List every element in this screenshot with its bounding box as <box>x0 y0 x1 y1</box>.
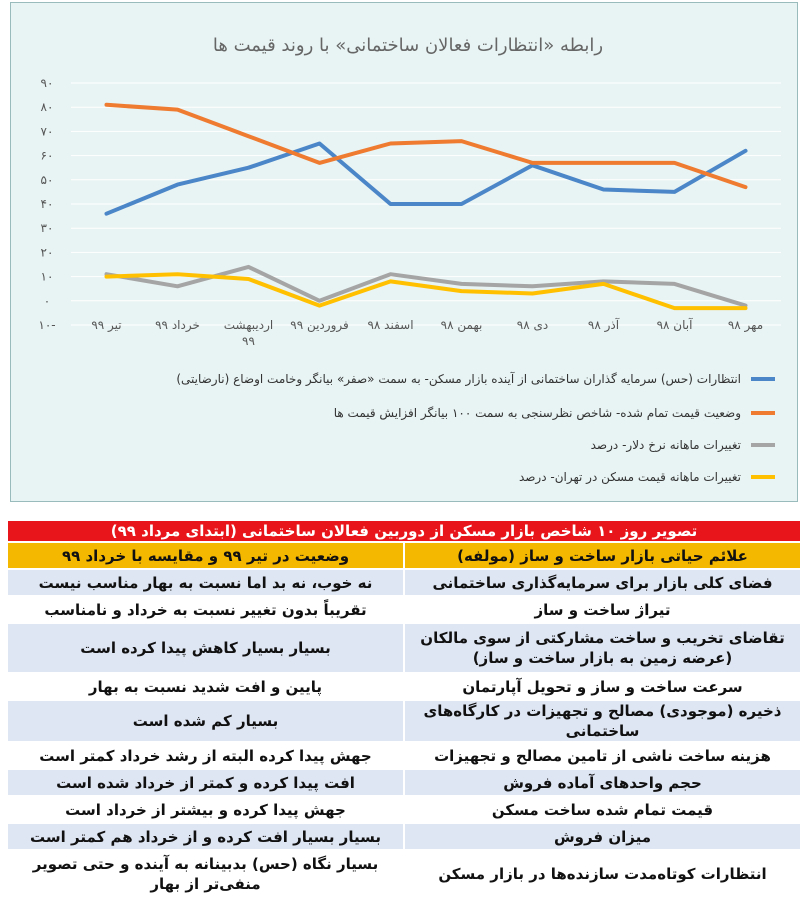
indicator-cell: قیمت تمام شده ساخت مسکن <box>404 796 801 823</box>
indicator-cell: تقاضای تخریب و ساخت مشارکتی از سوی مالکان (عرضه زمین به بازار ساخت و ساز) <box>404 623 801 673</box>
indicator-cell: انتظارات کوتاه‌مدت سازنده‌ها در بازار مسکن <box>404 850 801 898</box>
table-row <box>7 796 801 823</box>
series-line-1 <box>107 105 746 187</box>
table-row <box>7 769 801 796</box>
y-tick-label: ۵۰ <box>40 172 54 187</box>
legend-label: انتظارات (حس) سرمایه گذاران ساختمانی از آینده بازار مسکن- به سمت «صفر» بیانگر وخامت اوضاع (نارضایتی) <box>176 372 741 386</box>
y-tick-label: ۱۰ <box>40 269 54 284</box>
x-tick-label: فروردین ۹۹ <box>290 318 349 332</box>
header-indicator: علائم حیاتی بازار ساخت و ساز (مولفه) <box>404 542 801 569</box>
y-tick-label: ۳۰ <box>40 221 54 236</box>
indicator-table <box>6 519 802 899</box>
x-tick-label: مهر ۹۸ <box>727 318 764 332</box>
x-tick-label: اسفند ۹۸ <box>367 318 414 332</box>
table-row <box>7 623 801 673</box>
header-status: وضعیت در تیر ۹۹ و مقایسه با خرداد ۹۹ <box>7 542 404 569</box>
table-row <box>7 673 801 700</box>
series-lines <box>107 105 746 308</box>
x-tick-label: آبان ۹۸ <box>656 318 693 332</box>
indicator-cell: حجم واحدهای آماده فروش <box>404 769 801 796</box>
indicator-cell: تیراژ ساخت و ساز <box>404 596 801 623</box>
status-cell: بسیار بسیار کاهش پیدا کرده است <box>7 623 404 673</box>
x-tick-label: آذر ۹۸ <box>587 318 620 332</box>
y-tick-label: -۱۰ <box>38 318 56 332</box>
legend-label: تغییرات ماهانه نرخ دلار- درصد <box>590 438 741 452</box>
y-tick-label: ۰ <box>43 293 51 308</box>
table-row <box>7 850 801 898</box>
y-tick-label: ۶۰ <box>40 148 54 163</box>
indicator-cell: هزینه ساخت ناشی از تامین مصالح و تجهیزات <box>404 742 801 769</box>
indicator-cell: سرعت ساخت و ساز و تحویل آپارتمان <box>404 673 801 700</box>
y-tick-label: ۹۰ <box>40 76 54 90</box>
table-row <box>7 596 801 623</box>
chart-title: رابطه «انتظارات فعالان ساختمانی» با روند قیمت ها <box>212 35 604 56</box>
y-tick-label: ۷۰ <box>40 124 54 139</box>
status-cell: بسیار کم شده است <box>7 700 404 742</box>
status-cell: جهش پیدا کرده و بیشتر از خرداد است <box>7 796 404 823</box>
status-cell: بسیار نگاه (حس) بدبینانه به آینده و حتی تصویر منفی‌تر از بهار <box>7 850 404 898</box>
status-cell: جهش پیدا کرده البته از رشد خرداد کمتر است <box>7 742 404 769</box>
status-cell: پایین و افت شدید نسبت به بهار <box>7 673 404 700</box>
legend-label: وضعیت قیمت تمام شده- شاخص نظرسنجی به سمت ۱۰۰ بیانگر افزایش قیمت ها <box>333 406 741 420</box>
y-tick-label: ۲۰ <box>40 245 54 260</box>
table-row <box>7 742 801 769</box>
x-tick-label: تیر ۹۹ <box>91 318 122 332</box>
indicator-cell: فضای کلی بازار برای سرمایه‌گذاری ساختمانی <box>404 569 801 596</box>
indicator-cell: میزان فروش <box>404 823 801 850</box>
status-cell: افت پیدا کرده و کمتر از خرداد شده است <box>7 769 404 796</box>
table-row <box>7 569 801 596</box>
x-tick-label: خرداد ۹۹ <box>155 318 200 332</box>
chart-panel <box>10 2 798 502</box>
x-tick-label: بهمن ۹۸ <box>440 318 483 332</box>
table-title: تصویر روز ۱۰ شاخص بازار مسکن از دوربین فعالان ساختمانی (ابتدای مرداد ۹۹) <box>7 520 801 542</box>
status-cell: نه خوب، نه بد اما نسبت به بهار مناسب نیست <box>7 569 404 596</box>
table-row <box>7 823 801 850</box>
x-tick-label: اردیبهشت ۹۹ <box>223 318 274 348</box>
status-cell: تقریباً بدون تغییر نسبت به خرداد و نامناسب <box>7 596 404 623</box>
y-tick-label: ۴۰ <box>40 197 54 211</box>
y-tick-label: ۸۰ <box>40 100 54 115</box>
x-tick-label: دی ۹۸ <box>516 318 549 332</box>
line-chart <box>11 3 797 501</box>
indicator-cell: ذخیره (موجودی) مصالح و تجهیزات در کارگاه‌های ساختمانی <box>404 700 801 742</box>
series-line-0 <box>107 144 746 214</box>
table-row <box>7 700 801 742</box>
status-cell: بسیار بسیار افت کرده و از خرداد هم کمتر است <box>7 823 404 850</box>
legend <box>176 371 775 485</box>
axis-ticks <box>38 76 763 348</box>
indicator-table-wrap <box>6 519 802 899</box>
legend-label: تغییرات ماهانه قیمت مسکن در تهران- درصد <box>518 470 741 484</box>
